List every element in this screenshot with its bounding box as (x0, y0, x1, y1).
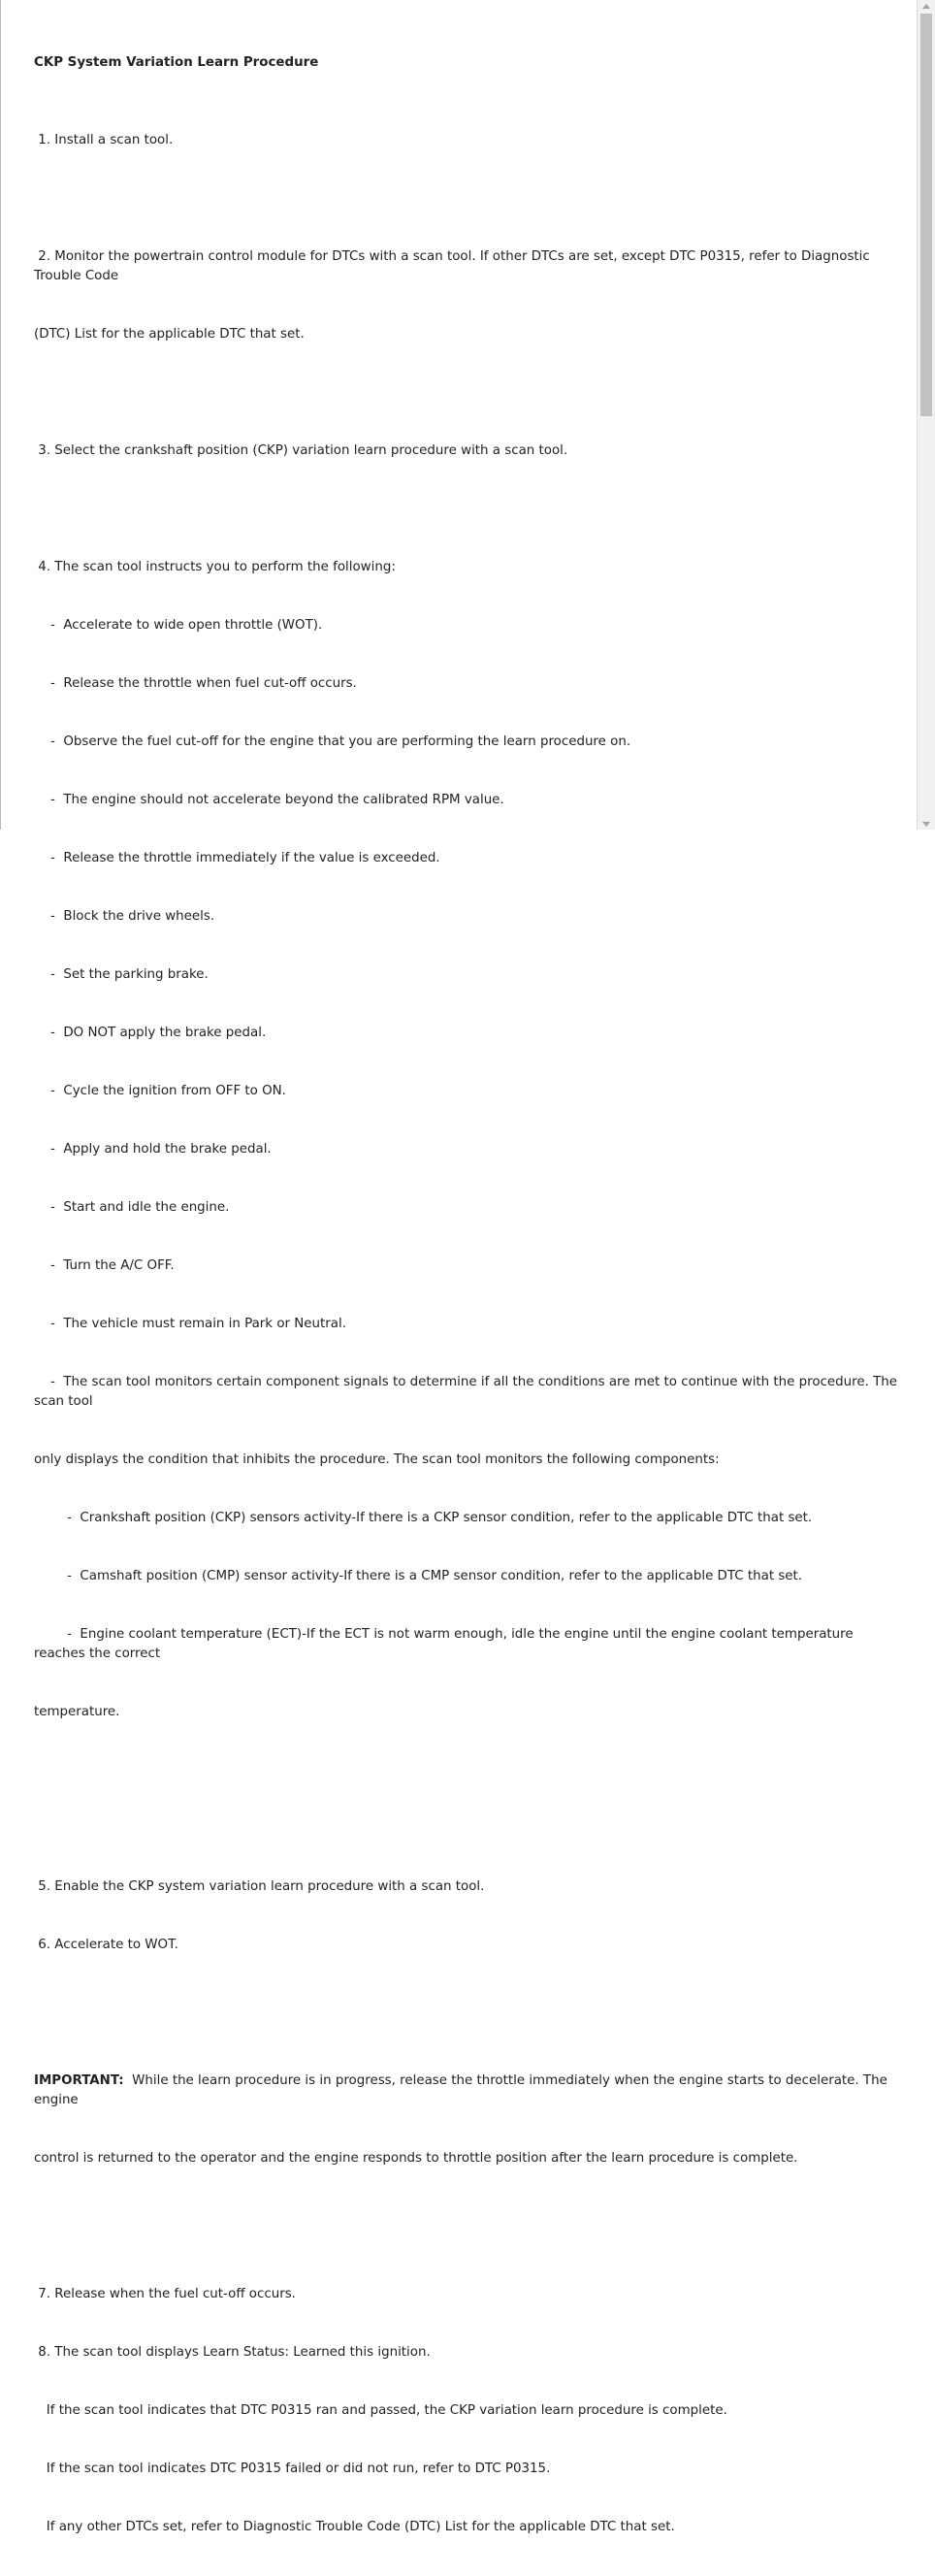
text-line: - Observe the fuel cut-off for the engine that you are performing the learn procedure on. (34, 734, 631, 749)
arrow-down-icon (922, 822, 930, 827)
text-line: 3. Select the crankshaft position (CKP) variation learn procedure with a scan tool. (34, 443, 568, 458)
important-note (34, 2071, 902, 2110)
text-line: 4. The scan tool instructs you to perform the following: (34, 560, 396, 574)
text-line: - Apply and hold the brake pedal. (34, 1142, 272, 1157)
text-line (34, 1994, 902, 2013)
text-line: (DTC) List for the applicable DTC that set. (34, 327, 305, 342)
vertical-scrollbar[interactable] (917, 0, 935, 830)
text-line: 5. Enable the CKP system variation learn procedure with a scan tool. (34, 1879, 485, 1894)
text-line: If the scan tool indicates DTC P0315 failed or did not run, refer to DTC P0315. (34, 2462, 551, 2476)
text-line: - Accelerate to wide open throttle (WOT). (34, 618, 323, 633)
text-line: - Crankshaft position (CKP) sensors activity-If there is a CKP sensor condition, refer to the applicable DTC that set. (34, 1511, 813, 1525)
text-line: 2. Monitor the powertrain control module for DTCs with a scan tool. If other DTCs are set, except DTC P0315, refer to Diagnostic Trouble Code (34, 249, 875, 283)
text-line: - DO NOT apply the brake pedal. (34, 1026, 267, 1040)
text-line (34, 500, 902, 519)
text-line (34, 189, 902, 209)
text-line: - Block the drive wheels. (34, 909, 215, 924)
text-line: 7. Release when the fuel cut-off occurs. (34, 2287, 296, 2301)
text-line: control is returned to the operator and the engine responds to throttle position after the learn procedure is complete. (34, 2151, 798, 2166)
text-line: only displays the condition that inhibits the procedure. The scan tool monitors the following components: (34, 1452, 720, 1467)
text-line: If the scan tool indicates that DTC P0315 ran and passed, the CKP variation learn procedure is complete. (34, 2403, 727, 2418)
text-line: 1. Install a scan tool. (34, 133, 174, 147)
text-line (34, 1819, 902, 1839)
important-label: IMPORTANT: (34, 2073, 124, 2088)
important-text: While the learn procedure is in progress, release the throttle immediately when the engine starts to decelerate. The engine (34, 2073, 892, 2107)
arrow-up-icon (922, 4, 930, 9)
scroll-down-button[interactable] (918, 818, 935, 830)
text-line: - Cycle the ignition from OFF to ON. (34, 1084, 286, 1098)
text-line: If any other DTCs set, refer to Diagnostic Trouble Code (DTC) List for the applicable DTC that set. (34, 2520, 675, 2534)
text-line: - The vehicle must remain in Park or Neutral. (34, 1317, 346, 1331)
scrollbar-thumb[interactable] (920, 14, 932, 416)
window-border (0, 0, 1, 830)
text-line: 6. Accelerate to WOT. (34, 1938, 178, 1952)
text-line (34, 1761, 902, 1780)
text-line: 8. The scan tool displays Learn Status: Learned this ignition. (34, 2345, 431, 2360)
text-line: - Turn the A/C OFF. (34, 1258, 175, 1273)
scroll-up-button[interactable] (918, 0, 935, 12)
text-line: - Release the throttle when fuel cut-off occurs. (34, 676, 357, 691)
text-line: - Engine coolant temperature (ECT)-If the ECT is not warm enough, idle the engine until the engine coolant temperature reaches the correct (34, 1627, 857, 1661)
text-line: - The engine should not accelerate beyond the calibrated RPM value. (34, 793, 504, 807)
text-line: - Set the parking brake. (34, 967, 209, 982)
text-line: temperature. (34, 1705, 120, 1719)
text-line: - Release the throttle immediately if the value is exceeded. (34, 851, 440, 865)
text-line: - Camshaft position (CMP) sensor activity-If there is a CMP sensor condition, refer to the applicable DTC that set. (34, 1569, 803, 1583)
text-line (34, 2227, 902, 2246)
document-body (34, 15, 902, 2576)
text-line: - The scan tool monitors certain component signals to determine if all the conditions are met to continue with the procedure. The scan tool (34, 1375, 902, 1409)
text-line: - Start and idle the engine. (34, 1200, 230, 1215)
page-title: CKP System Variation Learn Procedure (34, 55, 319, 70)
text-line (34, 383, 902, 403)
